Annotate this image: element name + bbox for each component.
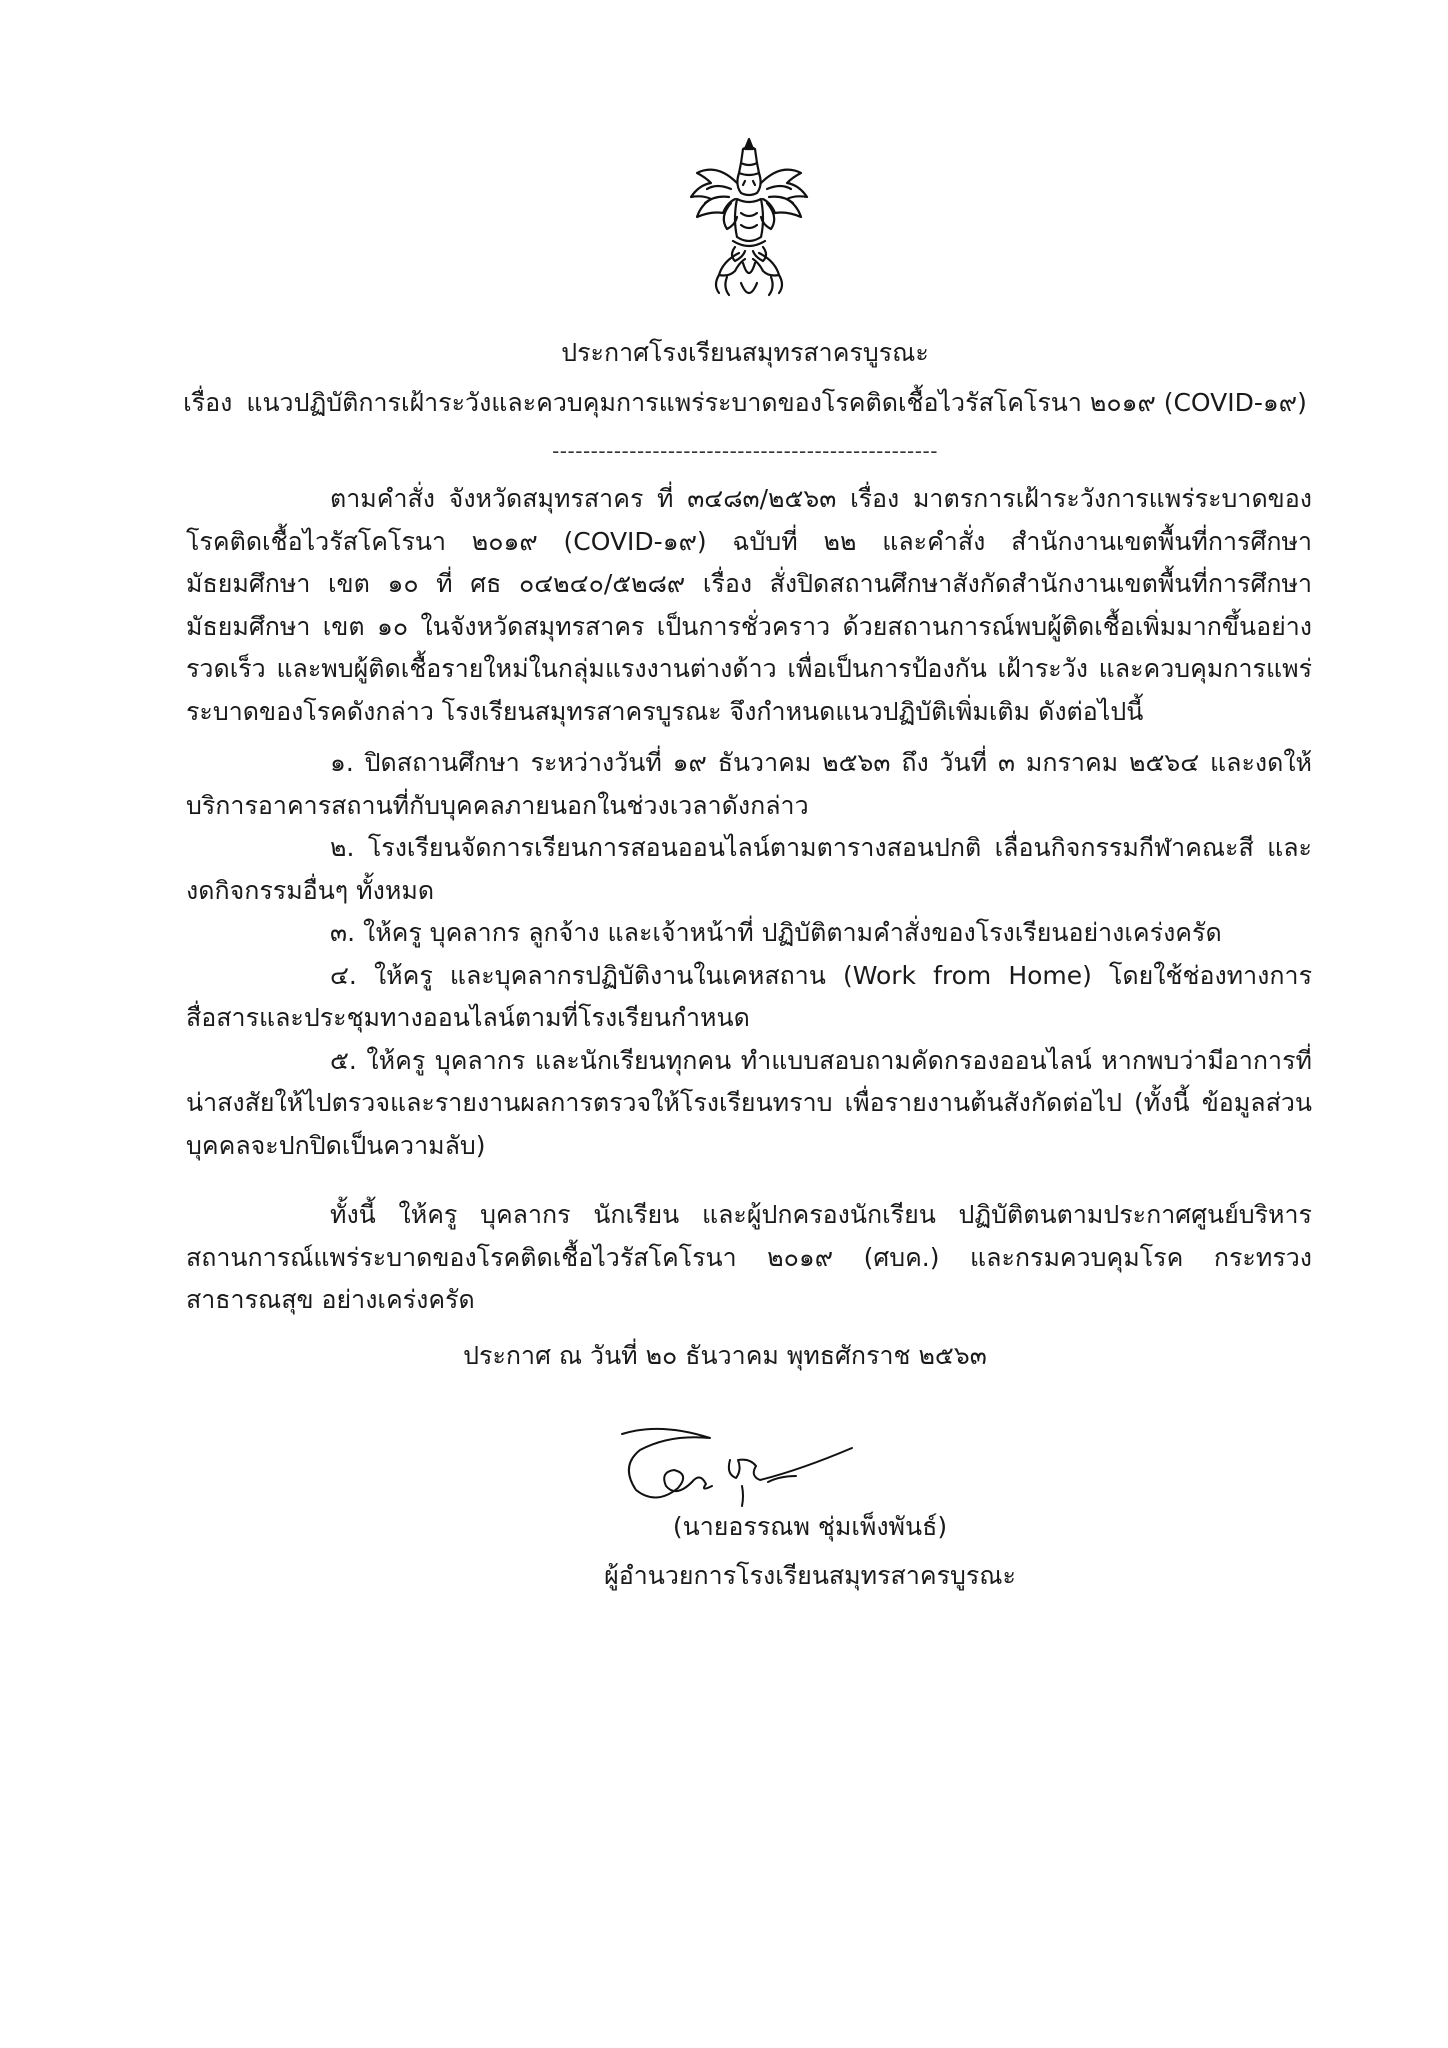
closing-section [186,1194,1312,1322]
announcement-date: ประกาศ ณ วันที่ ๒๐ ธันวาคม พุทธศักราช ๒๕๖๓ [463,1341,987,1370]
intro-section [186,478,1312,733]
signer-position: ผู้อำนวยการโรงเรียนสมุทรสาครบูรณะ [604,1561,1016,1590]
signer-name: (นายอรรณพ ชุ่มเพ็งพันธ์) [672,1512,948,1541]
guideline-list [186,742,1312,1167]
guideline-item-5: ๕. ให้ครู บุคลากร และนักเรียนทุกคน ทำแบบสอบถามคัดกรองออนไลน์ หากพบว่ามีอาการที่น่าสงสัยให้ไปตรวจและรายงานผลการตรวจให้โรงเรียนทราบ เพื่อรายงานต้นสังกัดต่อไป (ทั้งนี้ ข้อมูลส่วนบุคคลจะปกปิดเป็นความลับ) [186,1045,1312,1160]
subject-label: เรื่อง [183,388,233,417]
separator-line: -------------------------------------------------- [552,439,938,463]
intro-paragraph: ตามคำสั่ง จังหวัดสมุทรสาคร ที่ ๓๔๘๓/๒๕๖๓ เรื่อง มาตรการเฝ้าระวังการแพร่ระบาดของโรคติดเชื้อไวรัสโคโรนา ๒๐๑๙ (COVID-๑๙) ฉบับที่ ๒๒ และคำสั่ง สำนักงานเขตพื้นที่การศึกษามัธยมศึกษา เขต ๑๐ ที่ ศธ ๐๔๒๔๐/๕๒๘๙ เรื่อง สั่งปิดสถานศึกษาสังกัดสำนักงานเขตพื้นที่การศึกษามัธยมศึกษา เขต ๑๐ ในจังหวัดสมุทรสาคร เป็นการชั่วคราว ด้วยสถานการณ์พบผู้ติดเชื้อเพิ่มมากขึ้นอย่างรวดเร็ว และพบผู้ติดเชื้อรายใหม่ในกลุ่มแรงงานต่างด้าว เพื่อเป็นการป้องกัน เฝ้าระวัง และควบคุมการแพร่ระบาดของโรคดังกล่าว โรงเรียนสมุทรสาครบูรณะ จึงกำหนดแนวปฏิบัติเพิ่มเติม ดังต่อไปนี้ [186,484,1312,726]
guideline-item-4: ๔. ให้ครู และบุคลากรปฏิบัติงานในเคหสถาน (Work from Home) โดยใช้ช่องทางการสื่อสารและประชุมทางออนไลน์ตามที่โรงเรียนกำหนด [186,960,1312,1032]
garuda-emblem-icon [683,133,816,308]
subject-text: แนวปฏิบัติการเฝ้าระวังและควบคุมการแพร่ระบาดของโรคติดเชื้อไวรัสโคโรนา ๒๐๑๙ (COVID-๑๙) [246,388,1307,417]
guideline-item-3: ๓. ให้ครู บุคลากร ลูกจ้าง และเจ้าหน้าที่ ปฏิบัติตามคำสั่งของโรงเรียนอย่างเคร่งครัด [330,918,1222,947]
closing-paragraph: ทั้งนี้ ให้ครู บุคลากร นักเรียน และผู้ปกครองนักเรียน ปฏิบัติตนตามประกาศศูนย์บริหารสถานการณ์แพร่ระบาดของโรคติดเชื้อไวรัสโคโรนา ๒๐๑๙ (ศบค.) และกรมควบคุมโรค กระทรวงสาธารณสุข อย่างเคร่งครัด [186,1200,1312,1314]
guideline-item-1: ๑. ปิดสถานศึกษา ระหว่างวันที่ ๑๙ ธันวาคม ๒๕๖๓ ถึง วันที่ ๓ มกราคม ๒๕๖๔ และงดให้บริการอาคารสถานที่กับบุคคลภายนอกในช่วงเวลาดังกล่าว [186,748,1312,820]
announcement-subject-line [180,386,1310,420]
announcement-title: ประกาศโรงเรียนสมุทรสาครบูรณะ [561,338,929,367]
guideline-item-2: ๒. โรงเรียนจัดการเรียนการสอนออนไลน์ตามตารางสอนปกติ เลื่อนกิจกรรมกีฬาคณะสี และงดกิจกรรมอื่นๆ ทั้งหมด [186,833,1312,905]
